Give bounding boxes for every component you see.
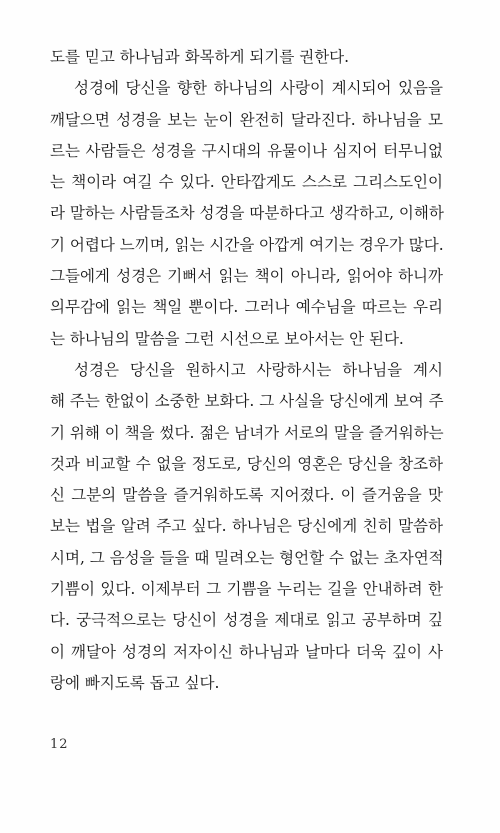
text-line: 의무감에 읽는 책일 뿐이다. 그러나 예수님을 따르는 우리 bbox=[50, 298, 443, 317]
text-line: 르는 사람들은 성경을 구시대의 유물이나 심지어 터무니없 bbox=[50, 141, 443, 160]
text-line: 기 어렵다 느끼며, 읽는 시간을 아깝게 여기는 경우가 많다. bbox=[50, 235, 444, 254]
text-line: 해 주는 한없이 소중한 보화다. 그 사실을 당신에게 보여 주 bbox=[50, 392, 444, 411]
text-line: 이 깨달아 성경의 저자이신 하나님과 날마다 더욱 깊이 사 bbox=[50, 642, 443, 661]
text-line: 다. 궁극적으로는 당신이 성경을 제대로 읽고 공부하며 깊 bbox=[50, 611, 443, 630]
text-line: 기 위해 이 책을 썼다. 젊은 남녀가 서로의 말을 즐거워하는 bbox=[50, 423, 444, 442]
text-line: 성경은 당신을 원하시고 사랑하시는 하나님을 계시 bbox=[74, 360, 443, 379]
body-text bbox=[50, 42, 443, 699]
text-line: 기쁨이 있다. 이제부터 그 기쁨을 누리는 길을 안내하려 한 bbox=[50, 580, 443, 599]
text-line: 는 책이라 여길 수 있다. 안타깝게도 스스로 그리스도인이 bbox=[50, 173, 443, 192]
text-line: 시며, 그 음성을 들을 때 밀려오는 형언할 수 없는 초자연적 bbox=[50, 548, 444, 567]
text-line: 깨달으면 성경을 보는 눈이 완전히 달라진다. 하나님을 모 bbox=[50, 110, 443, 129]
text-line: 성경에 당신을 향한 하나님의 사랑이 계시되어 있음을 bbox=[74, 79, 443, 98]
text-line: 것과 비교할 수 없을 정도로, 당신의 영혼은 당신을 창조하 bbox=[50, 454, 443, 473]
text-line: 라 말하는 사람들조차 성경을 따분하다고 생각하고, 이해하 bbox=[50, 204, 444, 223]
text-line: 랑에 빠지도록 돕고 싶다. bbox=[50, 673, 220, 692]
text-line: 그들에게 성경은 기뻐서 읽는 책이 아니라, 읽어야 하니까 bbox=[50, 267, 443, 286]
text-line: 보는 법을 알려 주고 싶다. 하나님은 당신에게 친히 말씀하 bbox=[50, 517, 443, 536]
text-line: 신 그분의 말씀을 즐거워하도록 지어졌다. 이 즐거움을 맛 bbox=[50, 486, 443, 505]
text-line: 도를 믿고 하나님과 화목하게 되기를 권한다. bbox=[50, 48, 350, 66]
page-number: 12 bbox=[50, 737, 69, 752]
text-line: 는 하나님의 말씀을 그런 시선으로 보아서는 안 된다. bbox=[50, 329, 404, 348]
